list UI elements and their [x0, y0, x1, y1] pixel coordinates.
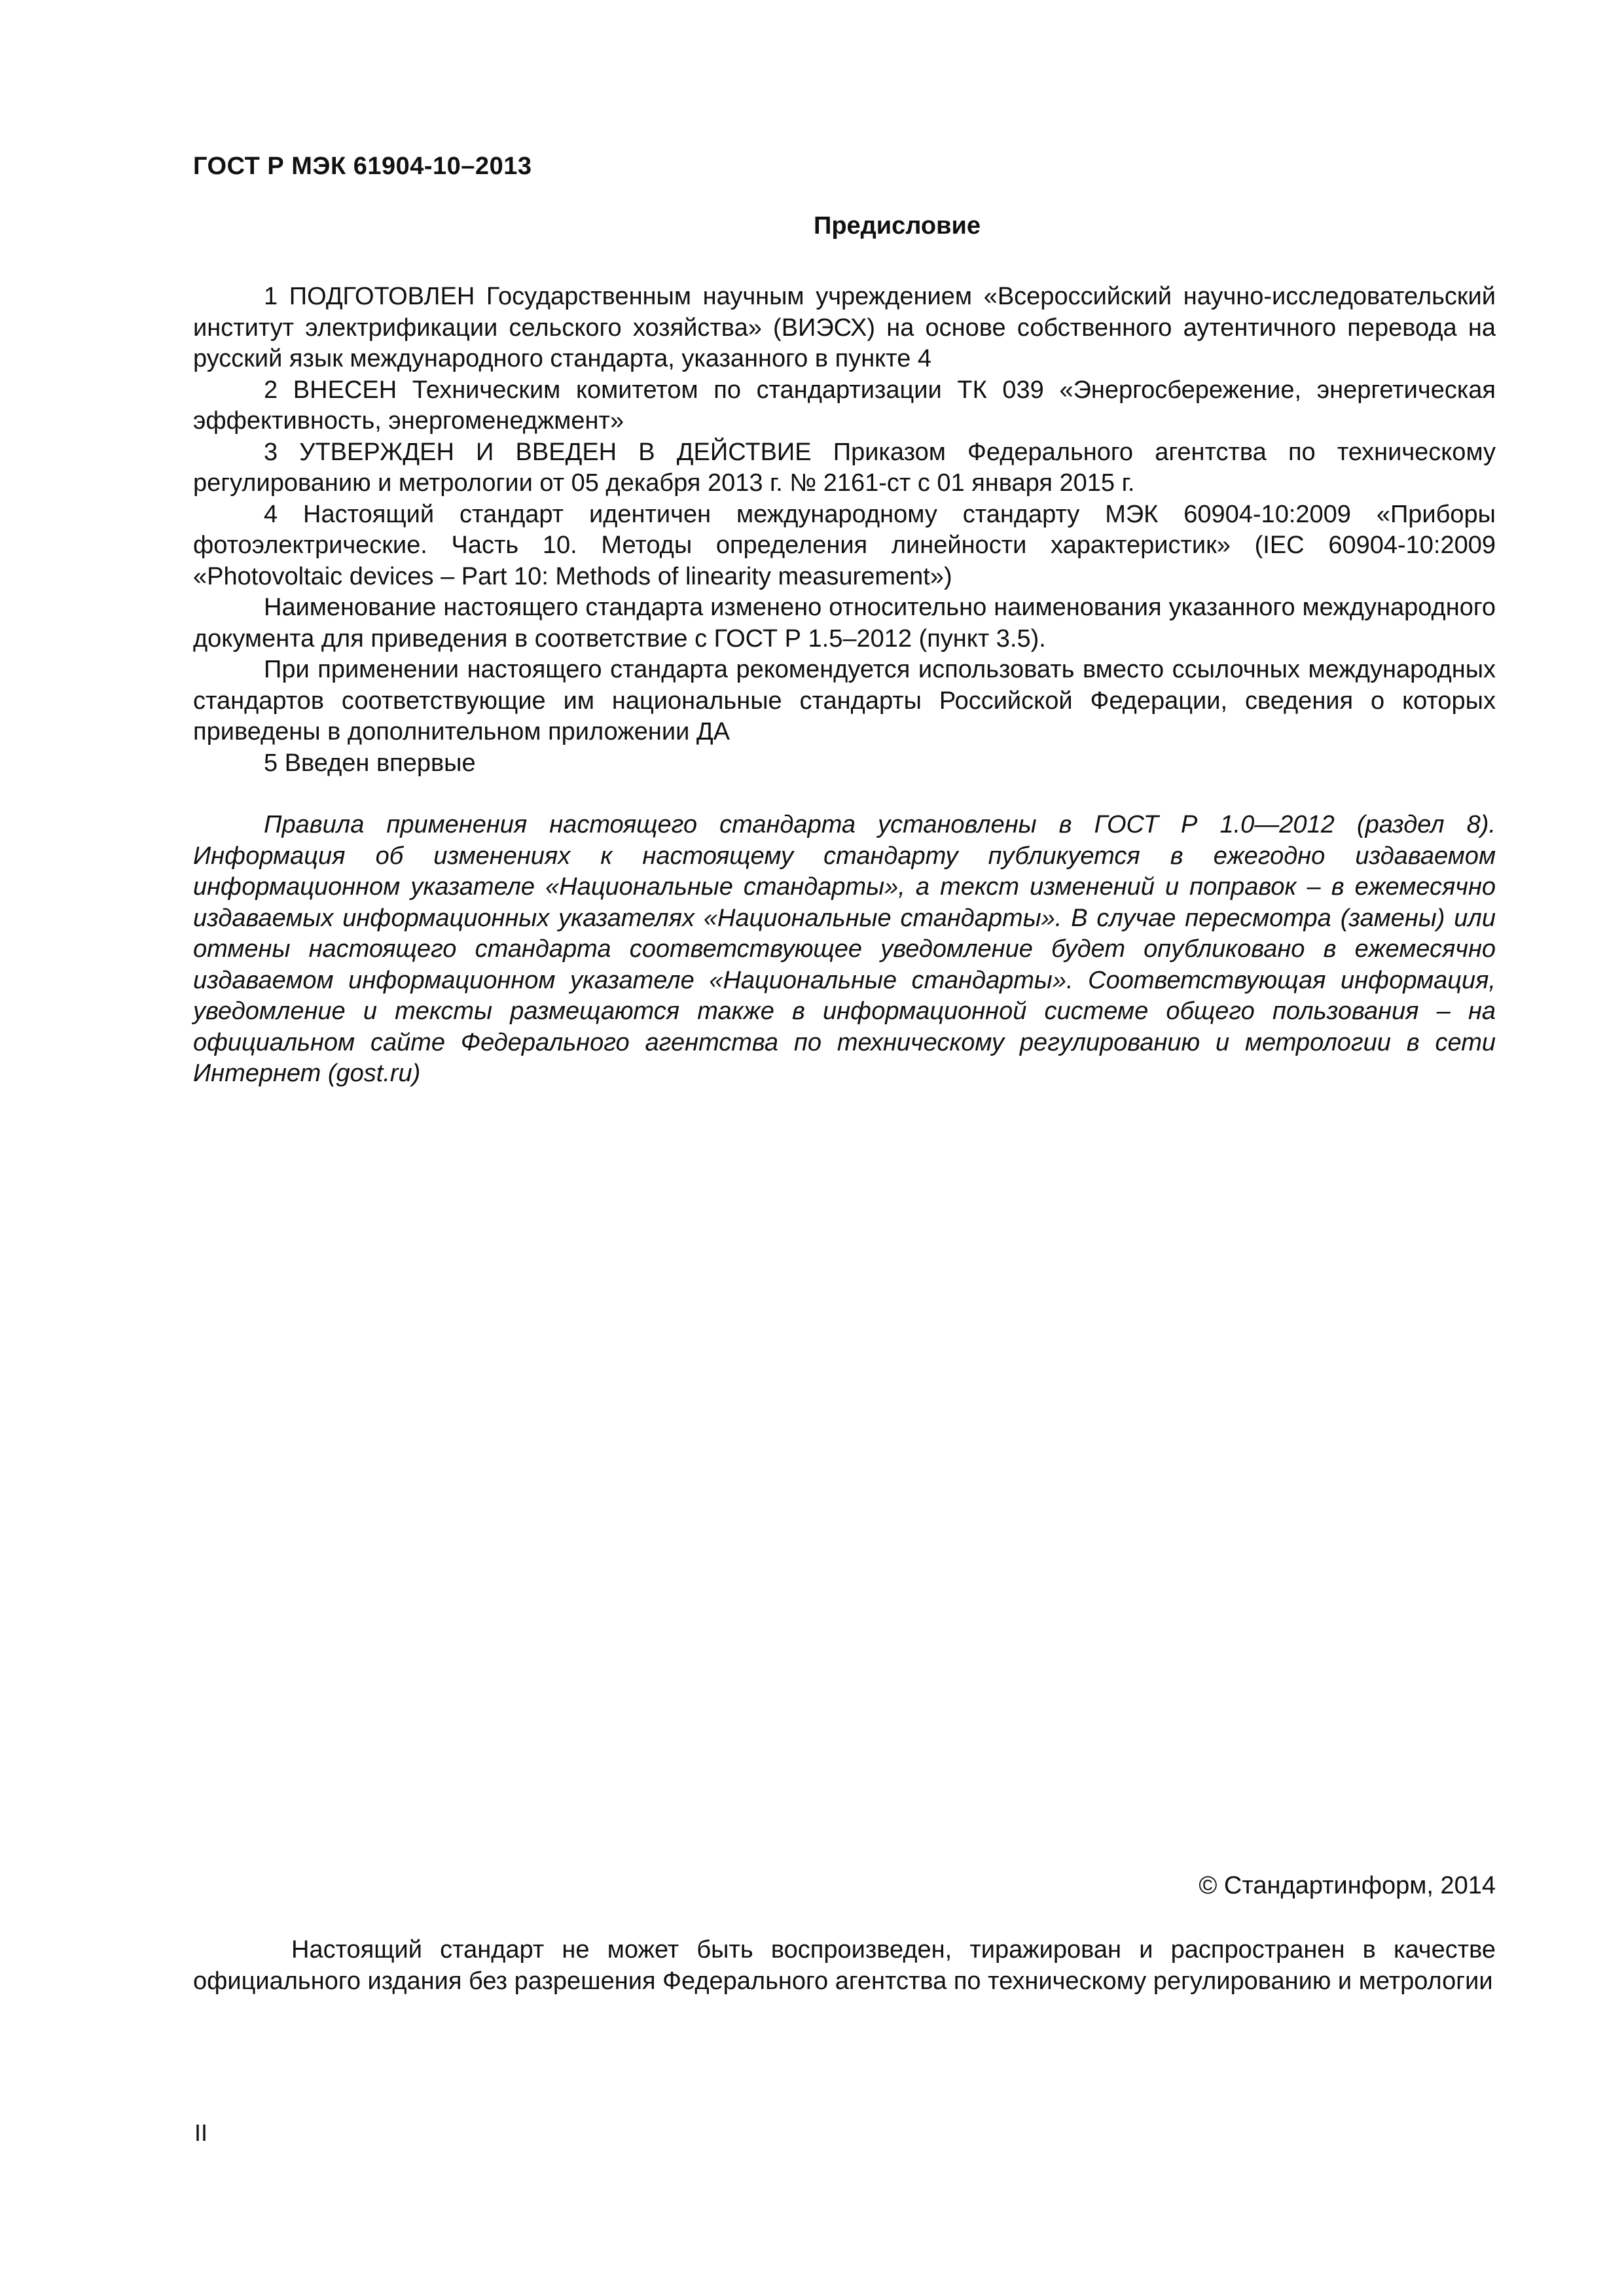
preface-item-5: 5 Введен впервые [264, 749, 476, 777]
preface-title: Предисловие [814, 212, 981, 240]
reproduction-notice: Настоящий стандарт не может быть воспроизведен, тиражирован и распространен в качестве официального издания без разрешения Федерального агентства по техническому регулированию и метрологии [193, 1936, 1496, 1995]
preface-item-4-name-note: Наименование настоящего стандарта изменено относительно наименования указанного международного документа для приведения в соответствие с ГОСТ Р 1.5–2012 (пункт 3.5). [193, 594, 1496, 653]
page-number: II [194, 2119, 208, 2146]
copyright-line: © Стандартинформ, 2014 [1199, 1872, 1496, 1899]
preface-item-3: 3 УТВЕРЖДЕН И ВВЕДЕН В ДЕЙСТВИЕ Приказом Федерального агентства по техническому регулированию и метрологии от 05 декабря 2013 г. № 2161-ст с 01 января 2015 г. [193, 438, 1496, 497]
preface-item-4-reference-note: При применении настоящего стандарта рекомендуется использовать вместо ссылочных международных стандартов соответствующие им национальные стандарты Российской Федерации, сведения о которых приведены в дополнительном приложении ДА [193, 656, 1496, 745]
preface-item-2: 2 ВНЕСЕН Техническим комитетом по стандартизации ТК 039 «Энергосбережение, энергетическая эффективность, энергоменеджмент» [193, 376, 1496, 435]
preface-body [193, 281, 1496, 779]
rules-of-application-note: Правила применения настоящего стандарта установлены в ГОСТ Р 1.0—2012 (раздел 8). Информация об изменениях к настоящему стандарту публикуется в ежегодно издаваемом информационном указателе «Национальные стандарты», а текст изменений и поправок – в ежемесячно издаваемых информационных указателях «Национальные стандарты». В случае пересмотра (замены) или отмены настоящего стандарта соответствующее уведомление будет опубликовано в ежемесячно издаваемом информационном указателе «Национальные стандарты». Соответствующая информация, уведомление и тексты размещаются также в информационной системе общего пользования – на официальном сайте Федерального агентства по техническому регулированию и метрологии в сети Интернет (gost.ru) [193, 811, 1496, 1087]
preface-item-4: 4 Настоящий стандарт идентичен международному стандарту МЭК 60904-10:2009 «Приборы фотоэлектрические. Часть 10. Методы определения линейности характеристик» (IEC 60904-10:2009 «Photovoltaic devices – Part 10: Methods of linearity measurement») [193, 500, 1496, 590]
preface-item-1: 1 ПОДГОТОВЛЕН Государственным научным учреждением «Всероссийский научно-исследовательский институт электрификации сельского хозяйства» (ВИЭСХ) на основе собственного аутентичного перевода на русский язык международного стандарта, указанного в пункте 4 [193, 283, 1496, 372]
document-code: ГОСТ Р МЭК 61904-10–2013 [193, 152, 532, 180]
